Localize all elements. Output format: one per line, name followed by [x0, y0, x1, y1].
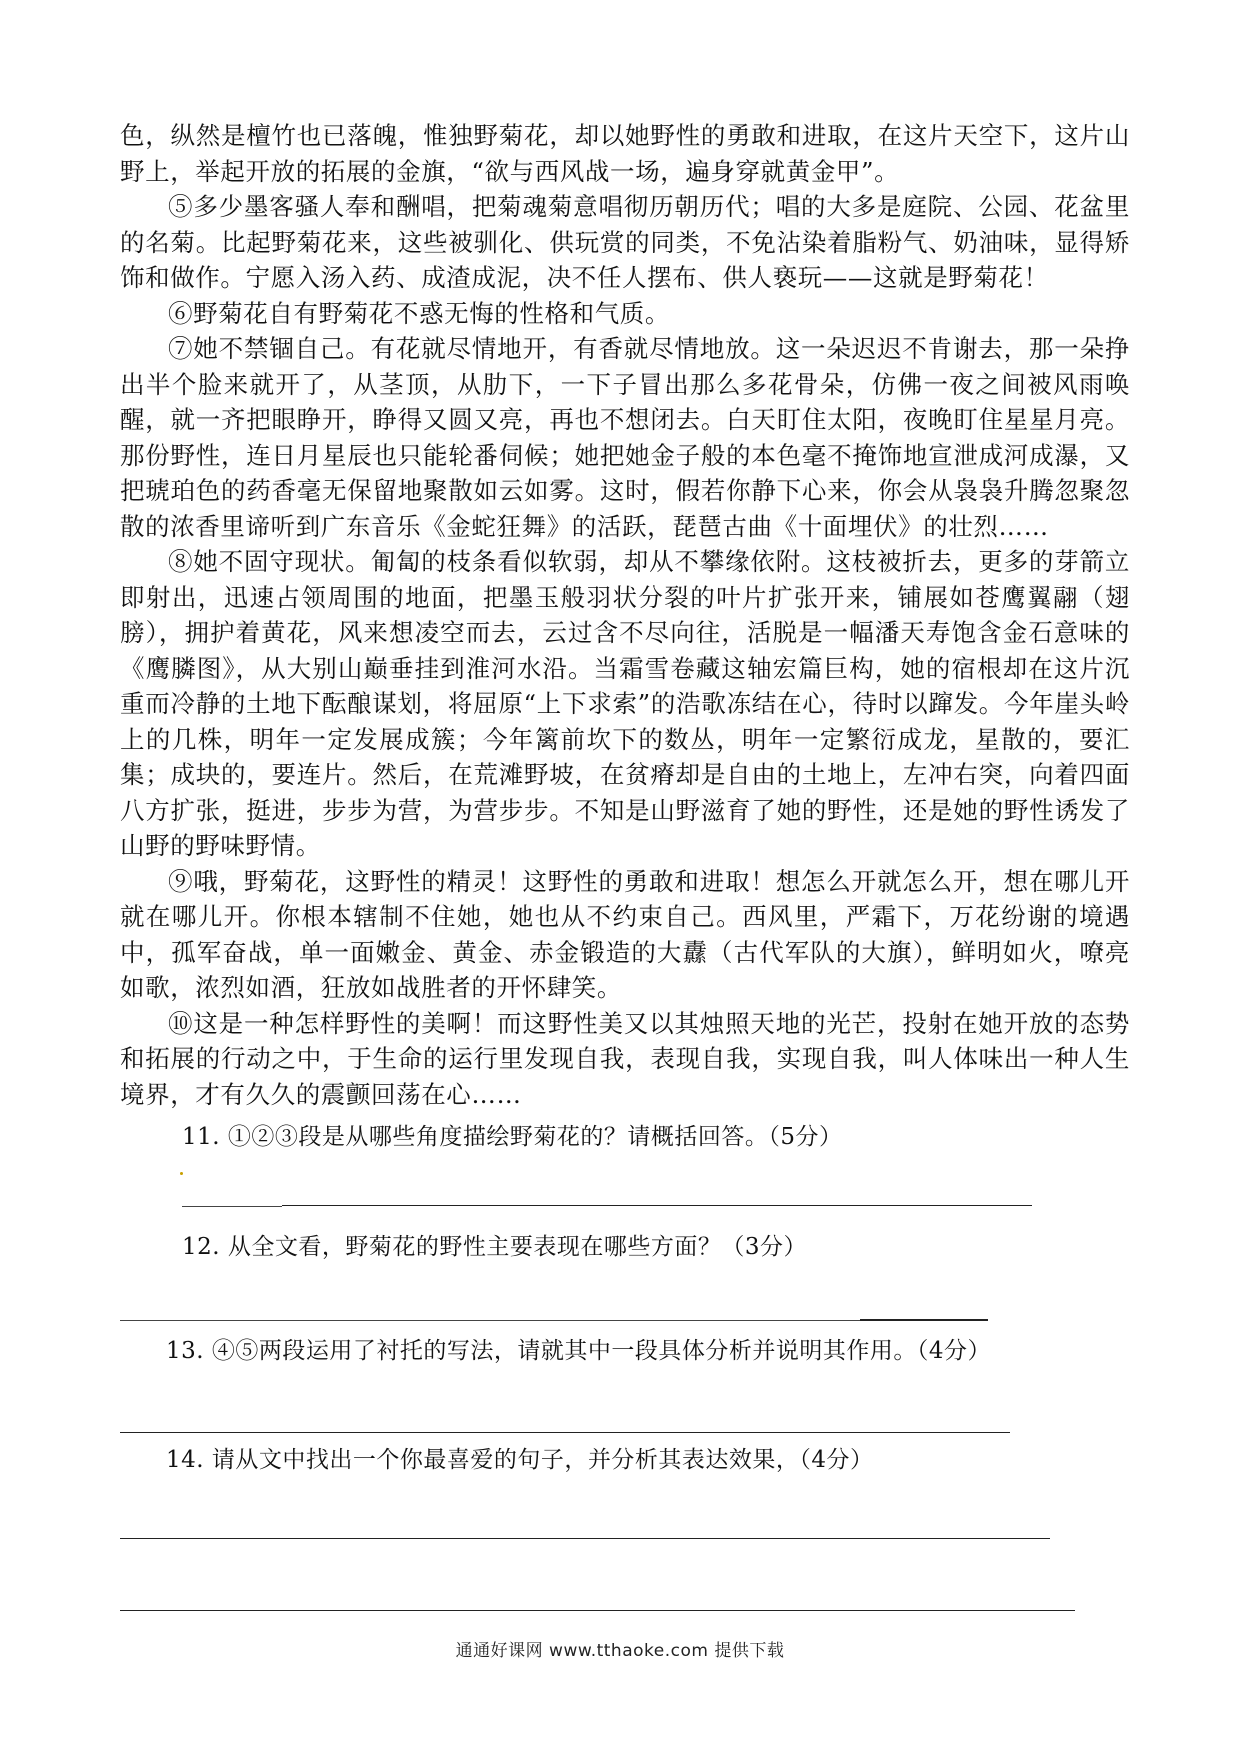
- paragraph-10: ⑩这是一种怎样野性的美啊！而这野性美又以其烛照天地的光芒，投射在她开放的态势和拓展的行动之中，于生命的运行里发现自我，表现自我，实现自我，叫人体味出一种人生境界，才有久久的震颤回荡在心……: [120, 1008, 1130, 1109]
- answer-line-14a[interactable]: [120, 1538, 1050, 1539]
- question-11: 11. ①②③段是从哪些角度描绘野菊花的？请概括回答。（5分）: [182, 1124, 843, 1150]
- answer-line-13[interactable]: [120, 1432, 1010, 1433]
- paragraph-continued: 色，纵然是檀竹也已落魄，惟独野菊花，却以她野性的勇敢和进取，在这片天空下，这片山野上，举起开放的拓展的金旗，“欲与西风战一场，遍身穿就黄金甲”。: [120, 121, 1130, 186]
- answer-line-12-end: [860, 1319, 988, 1321]
- answer-line-11-prefix: [182, 1206, 282, 1207]
- paragraph-9: ⑨哦，野菊花，这野性的精灵！这野性的勇敢和进取！想怎么开就怎么开，想在哪儿开就在哪儿开。你根本辖制不住她，她也从不约束自己。西风里，严霜下，万花纷谢的境遇中，孤军奋战，单一面嫩金、黄金、赤金锻造的大纛（古代军队的大旗），鲜明如火，嘹亮如歌，浓烈如酒，狂放如战胜者的开怀肆笑。: [120, 866, 1130, 1002]
- answer-line-14b[interactable]: [120, 1610, 1075, 1611]
- paragraph-6: ⑥野菊花自有野菊花不惑无悔的性格和气质。: [168, 298, 670, 328]
- paragraph-7: ⑦她不禁锢自己。有花就尽情地开，有香就尽情地放。这一朵迟迟不肯谢去，那一朵挣出半个脸来就开了，从茎顶，从肋下，一下子冒出那么多花骨朵，仿佛一夜之间被风雨唤醒，就一齐把眼睁开，睁得又圆又亮，再也不想闭去。白天盯住太阳，夜晚盯住星星月亮。那份野性，连日月星辰也只能轮番伺候；她把她金子般的本色毫不掩饰地宣泄成河成瀑，又把琥珀色的药香毫无保留地聚散如云如雾。这时，假若你静下心来，你会从袅袅升腾忽聚忽散的浓香里谛听到广东音乐《金蛇狂舞》的活跃，琵琶古曲《十面埋伏》的壮烈……: [120, 334, 1130, 541]
- stray-dot-mark: [180, 1172, 183, 1175]
- paragraph-5: ⑤多少墨客骚人奉和酬唱，把菊魂菊意唱彻历朝历代；唱的大多是庭院、公园、花盆里的名菊。比起野菊花来，这些被驯化、供玩赏的同类，不免沾染着脂粉气、奶油味，显得矫饰和做作。宁愿入汤入药、成渣成泥，决不任人摆布、供人亵玩——这就是野菊花！: [120, 192, 1130, 292]
- question-13: 13. ④⑤两段运用了衬托的写法，请就其中一段具体分析并说明其作用。（4分）: [166, 1338, 992, 1364]
- question-12: 12. 从全文看，野菊花的野性主要表现在哪些方面？（3分）: [182, 1234, 808, 1260]
- paragraph-8: ⑧她不固守现状。匍匐的枝条看似软弱，却从不攀缘依附。这枝被折去，更多的芽箭立即射出，迅速占领周围的地面，把墨玉般羽状分裂的叶片扩张开来，铺展如苍鹰翼翮（翅膀），拥护着黄花，风来想凌空而去，云过含不尽向往，活脱是一幅潘天寿饱含金石意味的《鹰膦图》，从大别山巅垂挂到淮河水沿。当霜雪卷藏这轴宏篇巨构，她的宿根却在这片沉重而冷静的土地下酝酿谋划，将屈原“上下求索”的浩歌冻结在心，待时以蹿发。今年崖头岭上的几株，明年一定发展成簇；今年篱前坎下的数丛，明年一定繁衍成龙，星散的，要汇集；成块的，要连片。然后，在荒滩野坡，在贫瘠却是自由的土地上，左冲右突，向着四面八方扩张，挺进，步步为营，为营步步。不知是山野滋育了她的野性，还是她的野性诱发了山野的野味野情。: [120, 547, 1130, 860]
- question-14: 14. 请从文中找出一个你最喜爱的句子，并分析其表达效果，（4分）: [166, 1447, 874, 1473]
- footer-download-note: 通通好课网 www.tthaoke.com 提供下载: [455, 1641, 785, 1661]
- answer-line-12[interactable]: [120, 1320, 860, 1321]
- answer-line-11[interactable]: [282, 1205, 1032, 1206]
- reading-passage: [120, 118, 1130, 1112]
